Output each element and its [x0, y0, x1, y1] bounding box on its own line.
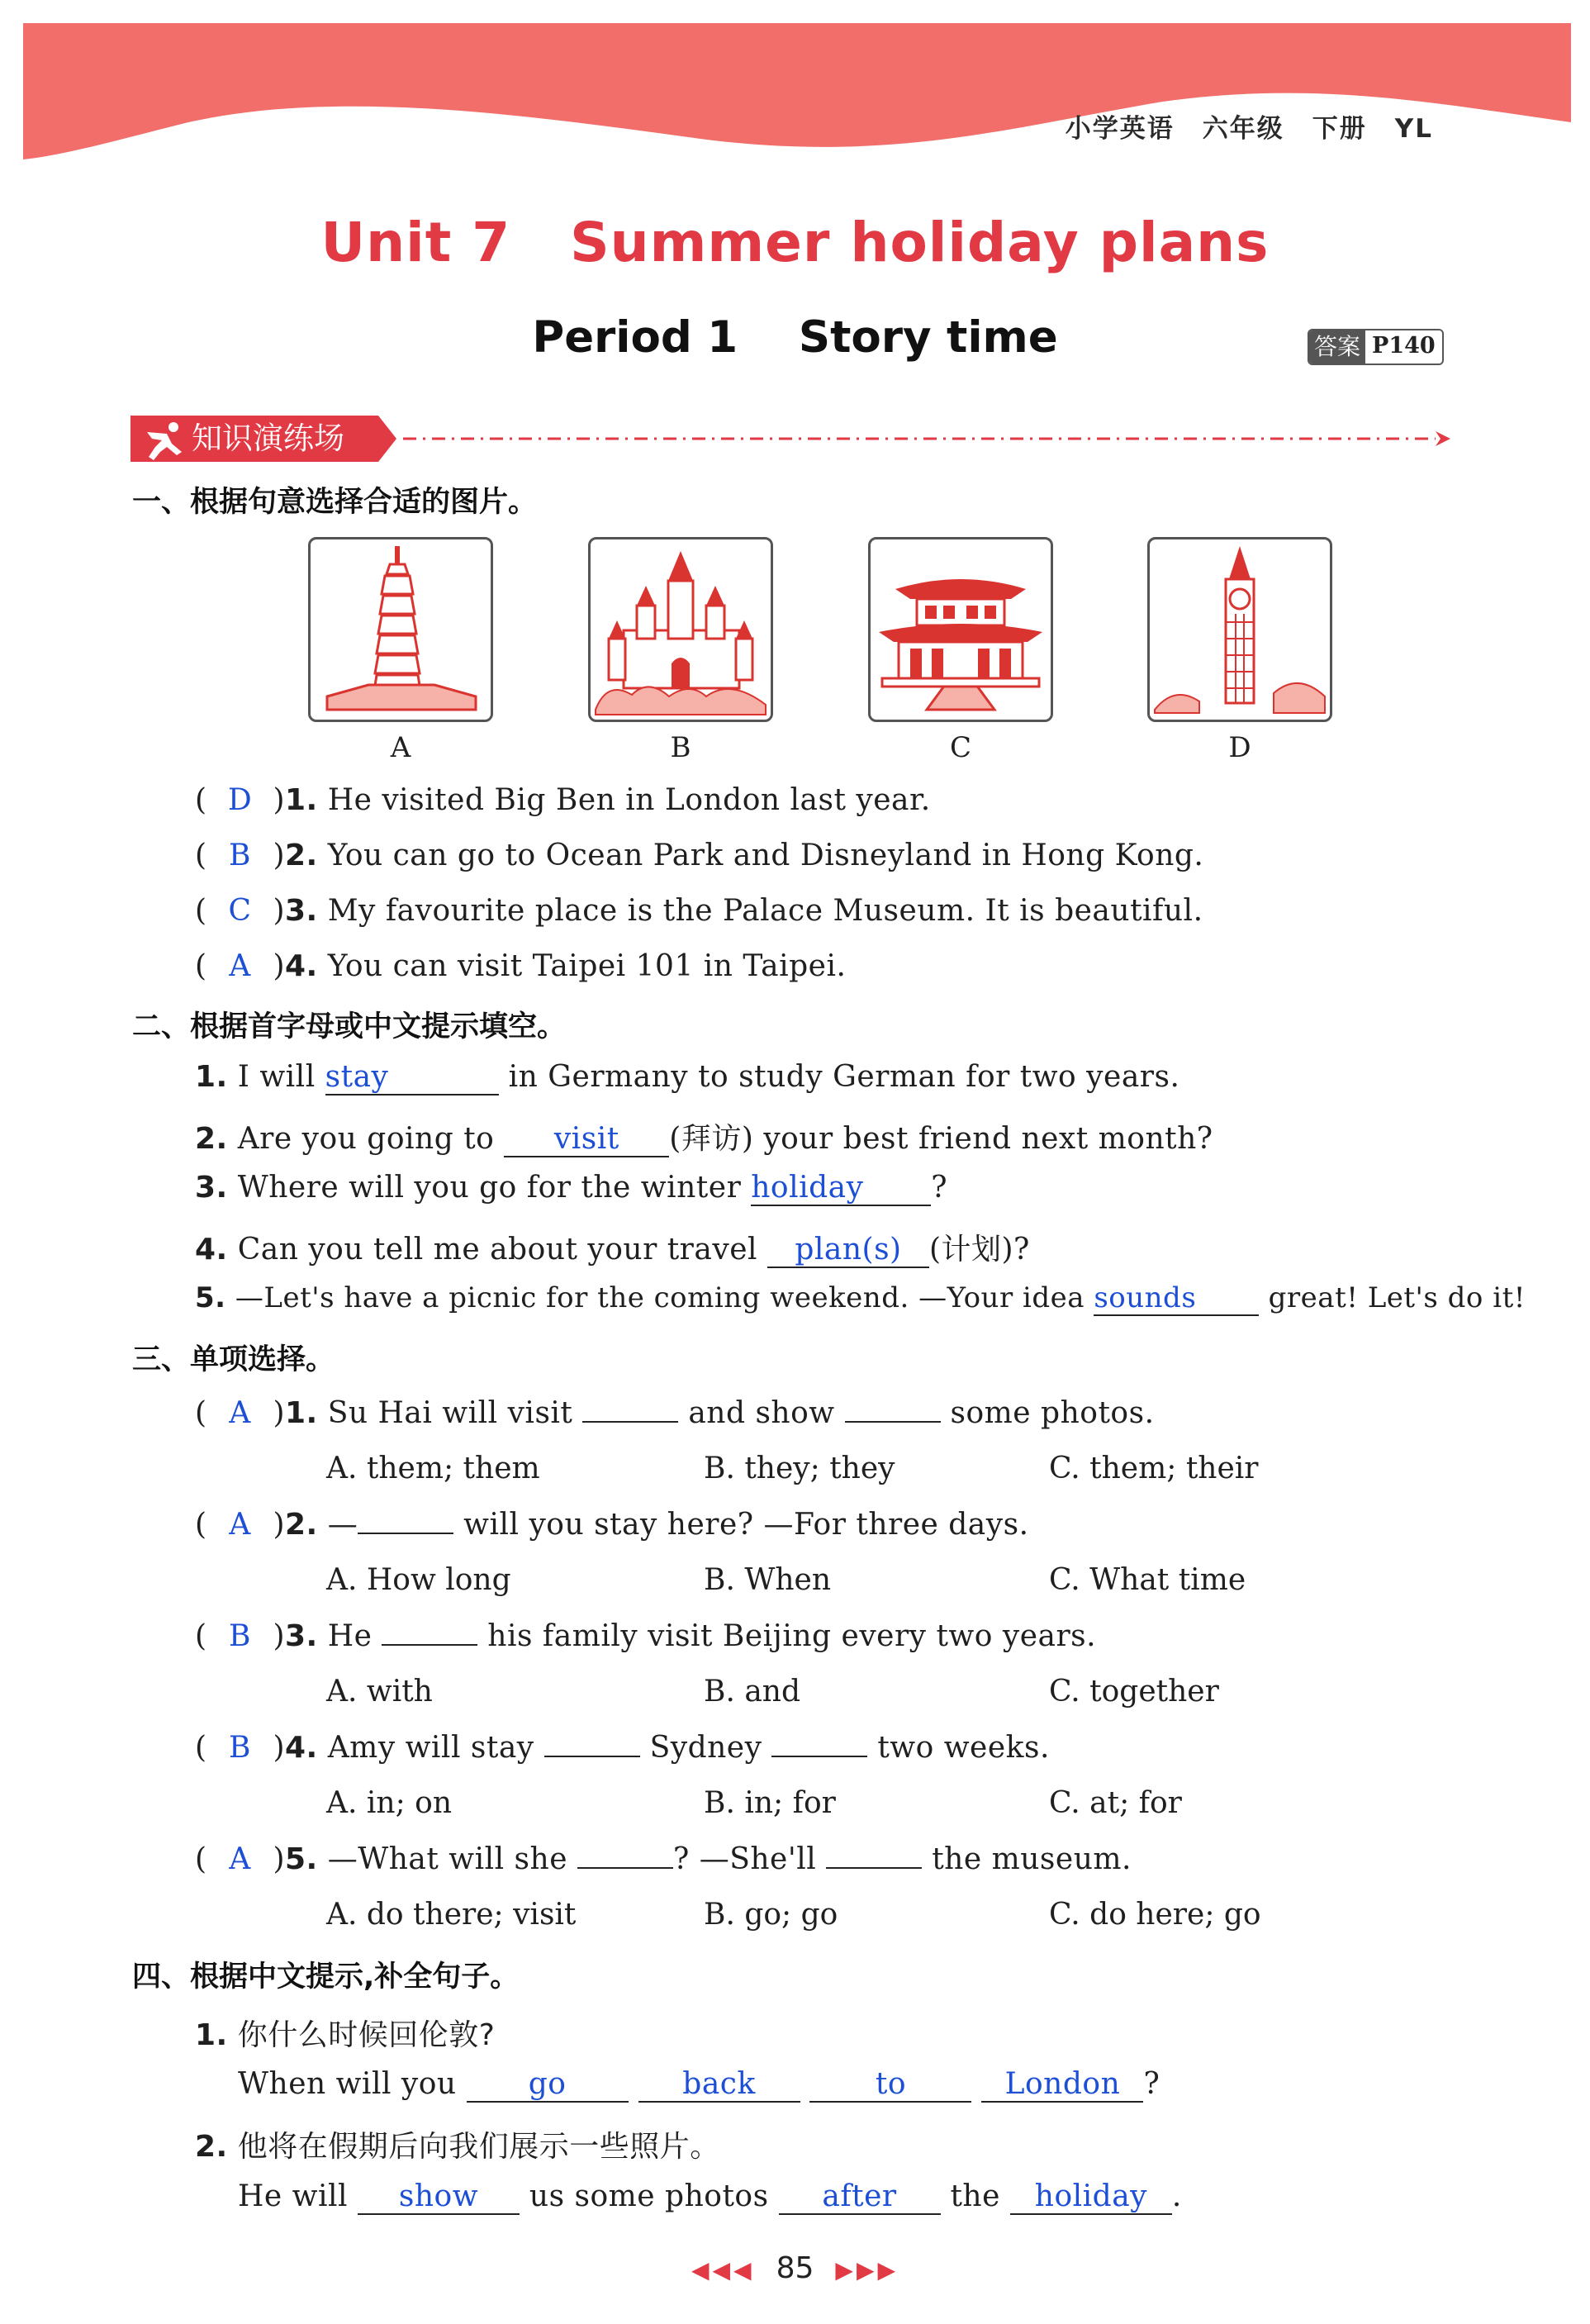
option-b: B. go; go: [704, 1898, 838, 1932]
question-part: his family visit Beijing every two years.: [487, 1619, 1097, 1653]
part3-item-5: ( A )5. —What will she ? —She'll the museum.: [195, 1842, 1132, 1876]
option-c: C. do here; go: [1049, 1898, 1261, 1932]
option-b: B. they; they: [704, 1452, 895, 1485]
option-c: C. at; for: [1049, 1786, 1182, 1820]
part4-item-2-chinese: [195, 2123, 720, 2165]
item-number: 2.: [285, 839, 318, 872]
sentence-start: Can you tell me about your travel: [237, 1233, 758, 1267]
item-number: 1.: [285, 1396, 318, 1430]
fill-blank: London: [981, 2067, 1143, 2103]
part2-item-2: [195, 1115, 1213, 1157]
fill-blank: to: [809, 2067, 971, 2103]
sentence-end: ?: [931, 1171, 948, 1205]
header-meta: [1037, 107, 1433, 145]
answer-choice: D: [227, 783, 253, 817]
sentence-end: in Germany to study German for two years.: [508, 1060, 1180, 1094]
sentence-start: —Let's have a picnic for the coming weekend. —Your idea: [235, 1281, 1094, 1314]
question-text: You can visit Taipei 101 in Taipei.: [327, 949, 847, 983]
blank-line: [382, 1619, 477, 1646]
blank-line: [582, 1396, 678, 1423]
question-part: Amy will stay: [327, 1731, 534, 1765]
answer-choice: A: [229, 949, 251, 983]
part1-item-1: ( D )1. He visited Big Ben in London last year.: [195, 783, 931, 817]
question-text: You can go to Ocean Park and Disneyland in Hong Kong.: [327, 839, 1204, 872]
blank-line: [577, 1842, 673, 1869]
part4-heading: 四、根据中文提示,补全句子。: [132, 1960, 520, 1994]
sentence-middle: us some photos: [529, 2179, 769, 2213]
blank-line: [771, 1731, 867, 1757]
picture-label-a: A: [390, 731, 411, 764]
left-arrows-icon: ◀◀◀: [691, 2256, 755, 2284]
item-number: 4.: [195, 1233, 228, 1267]
question-part: —What will she: [327, 1842, 568, 1876]
part2-item-5: [195, 1281, 1526, 1316]
taipei-101-tower-icon: [311, 539, 491, 720]
item-number: 2.: [195, 2130, 228, 2164]
picture-c: [868, 537, 1053, 722]
item-number: 4.: [285, 949, 318, 983]
part2-item-3: [195, 1171, 947, 1206]
sentence-start: Where will you go for the winter: [237, 1171, 752, 1205]
part3-item-2: ( A )2. — will you stay here? —For three days.: [195, 1508, 1029, 1542]
item-number: 5.: [285, 1842, 318, 1876]
picture-b: [588, 537, 773, 722]
option-a: A. How long: [326, 1563, 511, 1597]
blank-line: [544, 1731, 640, 1757]
item-number: 3.: [285, 894, 318, 928]
option-a: A. do there; visit: [326, 1898, 577, 1932]
option-c: C. them; their: [1049, 1452, 1259, 1485]
question-part: Su Hai will visit: [327, 1396, 573, 1430]
question-part: and show: [688, 1396, 835, 1430]
part1-item-2: ( B )2. You can go to Ocean Park and Disneyland in Hong Kong.: [195, 839, 1204, 872]
blank-line: [845, 1396, 941, 1423]
right-arrows-icon: ▶▶▶: [835, 2256, 899, 2284]
item-number: 1.: [195, 2018, 228, 2052]
item-number: 2.: [195, 1122, 228, 1156]
option-a: A. with: [326, 1675, 433, 1709]
option-a: A. them; them: [326, 1452, 540, 1485]
header-edition: YL: [1394, 114, 1433, 144]
part4-item-1-sentence: [238, 2067, 1160, 2103]
fill-blank: holiday: [1010, 2179, 1172, 2215]
header-volume: 下册: [1312, 114, 1367, 144]
fill-blank: visit: [504, 1122, 669, 1157]
picture-a: [308, 537, 493, 722]
blank-line: [826, 1842, 922, 1869]
sentence-end: .: [1171, 2179, 1182, 2213]
chinese-prompt: 你什么时候回伦敦?: [237, 2018, 496, 2052]
part3-item-4: ( B )4. Amy will stay Sydney two weeks.: [195, 1731, 1050, 1765]
question-part: two weeks.: [877, 1731, 1050, 1765]
part2-item-4: [195, 1226, 1030, 1268]
question-part: ? —She'll: [672, 1842, 817, 1876]
sentence-end: (拜访) your best friend next month?: [669, 1122, 1213, 1156]
sentence-end: ?: [1143, 2067, 1160, 2101]
sentence-start: Are you going to: [237, 1122, 495, 1156]
sentence-start: He will: [238, 2179, 348, 2213]
item-number: 3.: [195, 1171, 228, 1205]
section-banner-text: 知识演练场: [192, 421, 344, 456]
part2-heading: 二、根据首字母或中文提示填空。: [132, 1010, 567, 1043]
picture-label-c: C: [949, 731, 971, 764]
unit-title: Unit 7 Summer holiday plans: [320, 211, 1270, 274]
item-number: 5.: [195, 1281, 226, 1314]
option-b: B. When: [704, 1563, 832, 1597]
picture-d: [1147, 537, 1332, 722]
item-number: 3.: [285, 1619, 318, 1653]
part3-item-1: ( A )1. Su Hai will visit and show some photos.: [195, 1396, 1155, 1430]
part1-heading: 一、根据句意选择合适的图片。: [132, 486, 538, 519]
answer-choice: B: [229, 1619, 251, 1653]
big-ben-icon: [1150, 539, 1330, 720]
question-part: the museum.: [932, 1842, 1132, 1876]
period-title: Period 1 Story time: [532, 312, 1058, 363]
question-part: will you stay here? —For three days.: [463, 1508, 1029, 1542]
page-number: 85: [776, 2251, 814, 2285]
option-b: B. in; for: [704, 1786, 836, 1820]
question-part: Sydney: [649, 1731, 762, 1765]
part3-item-3: ( B )3. He his family visit Beijing every two years.: [195, 1619, 1097, 1653]
question-part: He: [327, 1619, 373, 1653]
chinese-prompt: 他将在假期后向我们展示一些照片。: [237, 2130, 720, 2164]
answer-choice: C: [228, 894, 252, 928]
page-footer: [0, 2251, 1590, 2285]
question-part: —: [327, 1508, 358, 1542]
palace-museum-icon: [871, 539, 1051, 720]
option-c: C. together: [1049, 1675, 1219, 1709]
question-part: some photos.: [950, 1396, 1155, 1430]
fill-blank: holiday: [751, 1171, 931, 1206]
item-number: 1.: [285, 783, 318, 817]
header-subject: 小学英语: [1065, 114, 1175, 144]
part4-item-2-sentence: [238, 2179, 1182, 2215]
sentence-end: (计划)?: [928, 1233, 1030, 1267]
fill-blank: back: [638, 2067, 800, 2103]
option-b: B. and: [704, 1675, 801, 1709]
disney-castle-icon: [591, 539, 771, 720]
answer-badge-page: P140: [1365, 330, 1442, 364]
sentence-start: I will: [237, 1060, 325, 1094]
question-text: He visited Big Ben in London last year.: [327, 783, 931, 817]
answer-choice: A: [229, 1508, 251, 1542]
picture-label-d: D: [1228, 731, 1251, 764]
answer-badge: [1308, 329, 1444, 365]
blank-line: [358, 1508, 453, 1534]
answer-choice: B: [229, 839, 251, 872]
item-number: 2.: [285, 1508, 318, 1542]
fill-blank: plan(s): [767, 1233, 929, 1268]
part1-item-4: ( A )4. You can visit Taipei 101 in Taipei.: [195, 949, 847, 983]
part3-heading: 三、单项选择。: [132, 1343, 335, 1376]
answer-badge-label: 答案: [1309, 330, 1365, 364]
fill-blank: sounds: [1094, 1281, 1259, 1316]
part1-item-3: ( C )3. My favourite place is the Palace Museum. It is beautiful.: [195, 894, 1203, 928]
option-a: A. in; on: [326, 1786, 453, 1820]
sentence-start: When will you: [238, 2067, 457, 2101]
sentence-middle: the: [950, 2179, 1000, 2213]
item-number: 4.: [285, 1731, 318, 1765]
item-number: 1.: [195, 1060, 228, 1094]
part4-item-1-chinese: [195, 2012, 495, 2054]
fill-blank: stay: [325, 1060, 499, 1095]
option-c: C. What time: [1049, 1563, 1246, 1597]
answer-choice: B: [229, 1731, 251, 1765]
answer-choice: A: [229, 1842, 251, 1876]
part2-item-1: [195, 1060, 1179, 1095]
question-text: My favourite place is the Palace Museum. It is beautiful.: [327, 894, 1203, 928]
fill-blank: go: [467, 2067, 629, 2103]
fill-blank: after: [779, 2179, 941, 2215]
fill-blank: show: [358, 2179, 520, 2215]
dashed-divider: [403, 430, 1452, 448]
answer-choice: A: [229, 1396, 251, 1430]
header-grade: 六年级: [1202, 114, 1284, 144]
picture-label-b: B: [670, 731, 691, 764]
sentence-end: great! Let's do it!: [1268, 1281, 1526, 1314]
